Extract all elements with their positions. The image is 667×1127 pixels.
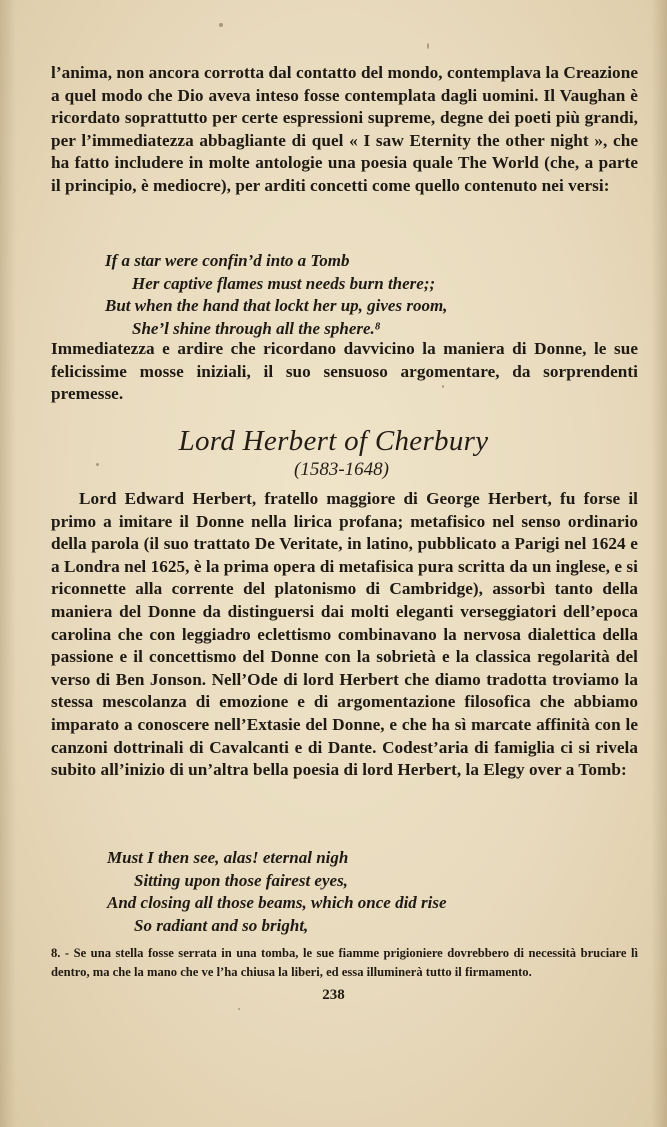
page-right-shadow bbox=[651, 0, 667, 1127]
page-number: 238 bbox=[322, 987, 345, 1003]
section-dates: (1583-1648) bbox=[294, 459, 389, 480]
page-left-shadow bbox=[0, 0, 16, 1127]
verse-line: Sitting upon those fairest eyes, bbox=[134, 870, 348, 890]
paper-speck bbox=[96, 463, 99, 466]
paper-speck bbox=[238, 1008, 240, 1010]
paper-speck bbox=[427, 43, 429, 49]
section-title: Lord Herbert of Cherbury bbox=[178, 425, 489, 457]
herbert-paragraph: Lord Edward Herbert, fratello maggiore di George Herbert, fu forse il primo a imitare il Donne nella lirica profana; metafisico nel senso ordinario della parola (il suo trattato De Veritate, in latino, pubblicato a Parigi nel 1624 e a Londra nel 1625, è la prima opera di metafisica pura scritta da un inglese, e si riconnette alla corrente del platonismo di Cambridge), assorbì tanto della maniera del Donne da distinguersi dai molti eleganti verseggiatori dell’epoca carolina che con leggiadro eclettismo combinavano la nervosa dialettica della passione e il concettismo del Donne con la sobrietà e la classica regolarità del verso di Ben Jonson. Nell’Ode di lord Herbert che diamo tradotta troviamo la stessa mescolanza di emozione e di argomentazione filosofica che abbiamo imparato a conoscere nell’Extasie del Donne, e che ha sì marcate affinità con le canzoni dottrinali di Cavalcanti e di Dante. Codest’aria di famiglia ci si rivela subito all’inizio di un’altra bella poesia di lord Herbert, la Elegy over a Tomb: bbox=[51, 489, 638, 780]
verse-line: But when the hand that lockt her up, gives room, bbox=[105, 296, 448, 316]
opening-paragraph: l’anima, non ancora corrotta dal contatto del mondo, contemplava la Creazione a quel modo che Dio aveva inteso fosse contemplata dagli uomini. Il Vaughan è ricordato soprattutto per certe espressioni supreme, degne dei poeti più grandi, per l’immediatezza abbagliante di quel « I saw Eternity the other night », che ha fatto includere in molte antologie una poesia quale The World (che, a parte il principio, è mediocre), per arditi concetti come quello contenuto nei versi: bbox=[51, 63, 638, 195]
comment-paragraph: Immediatezza e ardire che ricordano davvicino la maniera di Donne, le sue felicissime mosse iniziali, il suo sensuoso argomentare, da sorprendenti premesse. bbox=[51, 339, 638, 404]
verse-line: And closing all those beams, which once did rise bbox=[107, 893, 447, 913]
paper-speck bbox=[219, 23, 223, 27]
verse-line: If a star were confin’d into a Tomb bbox=[105, 251, 350, 270]
verse-line: Must I then see, alas! eternal nigh bbox=[107, 848, 349, 867]
vaughan-verse bbox=[105, 250, 625, 340]
verse-line: So radiant and so bright, bbox=[134, 915, 309, 935]
verse-line: She’l shine through all the sphere.⁸ bbox=[132, 318, 381, 338]
verse-line: Her captive flames must needs burn there;; bbox=[132, 273, 436, 293]
footnote-8: 8. - Se una stella fosse serrata in una tomba, le sue fiamme prigioniere dovrebbero di necessità bruciare lì dentro, ma che la mano che ve l’ha chiusa la liberi, ed essa illuminerà tutto il firmamento. bbox=[51, 946, 638, 979]
herbert-verse bbox=[107, 847, 637, 937]
paper-speck bbox=[442, 385, 444, 388]
